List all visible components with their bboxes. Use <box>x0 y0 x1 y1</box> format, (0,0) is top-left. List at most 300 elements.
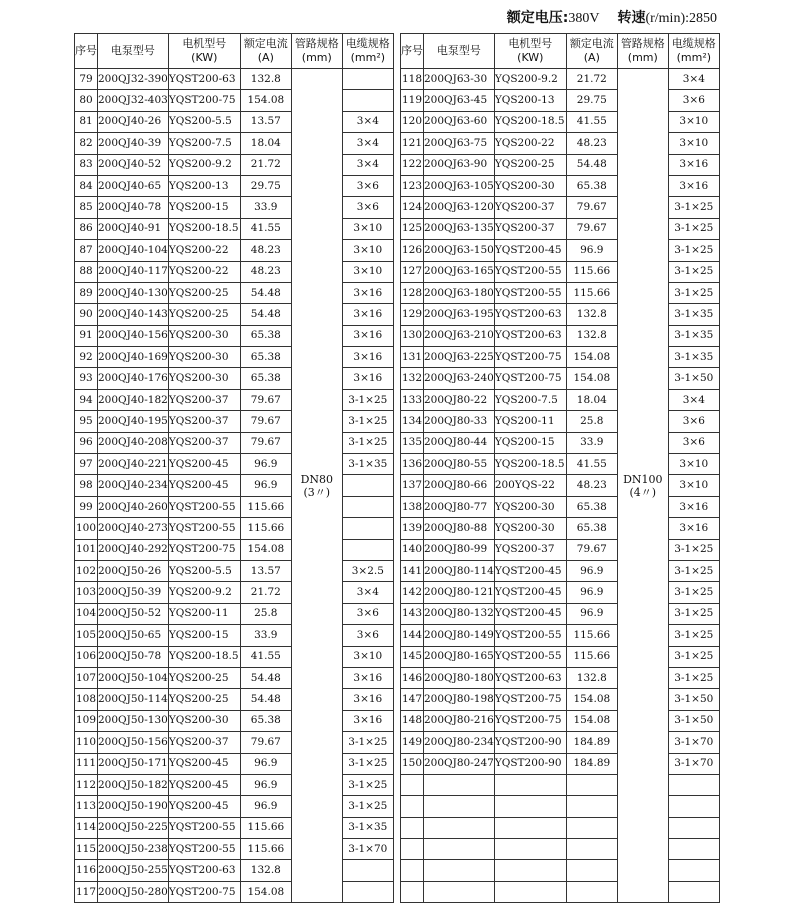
table-row <box>401 839 720 860</box>
table-row <box>75 710 394 731</box>
rated-current: 96.9 <box>240 753 291 774</box>
col-no-header: 序号 <box>401 34 424 69</box>
table-row <box>75 582 394 603</box>
table-row <box>75 732 394 753</box>
table-row <box>75 454 394 475</box>
pipe-size-inch: (4〃) <box>629 485 657 499</box>
cable-spec: 3-1×50 <box>668 689 719 710</box>
cable-spec <box>668 881 719 902</box>
pump-model: 200QJ50-26 <box>98 560 169 581</box>
table-row <box>401 197 720 218</box>
rated-current <box>566 817 617 838</box>
motor-model: YQS200-18.5 <box>168 646 240 667</box>
pump-model: 200QJ63-150 <box>424 240 495 261</box>
table-row <box>75 325 394 346</box>
rated-current: 33.9 <box>240 625 291 646</box>
col-cable-header: 电缆规格 (mm²) <box>342 34 393 69</box>
row-number: 149 <box>401 732 424 753</box>
row-number <box>401 796 424 817</box>
table-row <box>75 646 394 667</box>
rated-current: 79.67 <box>240 389 291 410</box>
rated-current: 54.48 <box>240 689 291 710</box>
rated-current: 65.38 <box>240 347 291 368</box>
cable-spec: 3-1×25 <box>668 560 719 581</box>
rated-current: 54.48 <box>240 282 291 303</box>
motor-model: YQST200-45 <box>494 560 566 581</box>
table-row <box>75 304 394 325</box>
motor-model: YQS200-22 <box>168 240 240 261</box>
table-row <box>75 689 394 710</box>
table-row <box>75 133 394 154</box>
pump-model: 200QJ63-225 <box>424 347 495 368</box>
rated-current: 115.66 <box>240 839 291 860</box>
motor-model: 200YQS-22 <box>494 475 566 496</box>
cable-spec: 3-1×25 <box>342 753 393 774</box>
rated-current: 115.66 <box>566 646 617 667</box>
cable-spec <box>668 860 719 881</box>
rated-current: 96.9 <box>240 774 291 795</box>
pump-model: 200QJ40-195 <box>98 411 169 432</box>
pump-model: 200QJ63-90 <box>424 154 495 175</box>
motor-model: YQS200-25 <box>168 304 240 325</box>
table-row <box>401 753 720 774</box>
row-number <box>401 860 424 881</box>
table-row <box>401 860 720 881</box>
cable-spec: 3×16 <box>342 710 393 731</box>
table-row <box>75 753 394 774</box>
cable-spec: 3×6 <box>342 603 393 624</box>
rated-current: 132.8 <box>240 860 291 881</box>
table-row <box>75 496 394 517</box>
cable-spec: 3-1×25 <box>668 625 719 646</box>
table-row <box>75 389 394 410</box>
pump-model: 200QJ40-176 <box>98 368 169 389</box>
table-row <box>401 817 720 838</box>
pump-model: 200QJ80-132 <box>424 603 495 624</box>
rated-current: 33.9 <box>240 197 291 218</box>
row-number: 82 <box>75 133 98 154</box>
row-number: 89 <box>75 282 98 303</box>
motor-model <box>494 817 566 838</box>
cable-spec <box>668 796 719 817</box>
rated-current: 33.9 <box>566 432 617 453</box>
rated-current: 115.66 <box>566 625 617 646</box>
row-number: 134 <box>401 411 424 432</box>
row-number: 114 <box>75 817 98 838</box>
pump-model: 200QJ50-104 <box>98 667 169 688</box>
motor-model <box>494 881 566 902</box>
table-row <box>75 154 394 175</box>
motor-model: YQS200-15 <box>168 625 240 646</box>
rated-current: 79.67 <box>566 539 617 560</box>
row-number: 129 <box>401 304 424 325</box>
row-number: 85 <box>75 197 98 218</box>
spec-table-right <box>400 33 720 903</box>
table-row <box>75 282 394 303</box>
motor-model: YQST200-45 <box>494 582 566 603</box>
pump-model: 200QJ40-182 <box>98 389 169 410</box>
motor-model: YQST200-63 <box>494 667 566 688</box>
pipe-spec <box>291 69 342 903</box>
col-pipe-header: 管路规格 (mm) <box>617 34 668 69</box>
table-row <box>401 368 720 389</box>
rated-current: 96.9 <box>240 796 291 817</box>
table-row <box>75 839 394 860</box>
row-number: 136 <box>401 454 424 475</box>
motor-model: YQST200-55 <box>494 261 566 282</box>
pump-model: 200QJ50-238 <box>98 839 169 860</box>
table-row <box>401 625 720 646</box>
motor-model: YQST200-63 <box>168 69 240 90</box>
table-row <box>401 774 720 795</box>
table-row <box>401 646 720 667</box>
row-number: 148 <box>401 710 424 731</box>
pump-model: 200QJ50-255 <box>98 860 169 881</box>
pump-model: 200QJ50-114 <box>98 689 169 710</box>
motor-model: YQS200-9.2 <box>168 154 240 175</box>
rated-current: 96.9 <box>566 582 617 603</box>
motor-model: YQS200-7.5 <box>168 133 240 154</box>
rated-current: 154.08 <box>566 689 617 710</box>
rated-current: 96.9 <box>566 240 617 261</box>
row-number: 120 <box>401 111 424 132</box>
row-number: 102 <box>75 560 98 581</box>
motor-model: YQST200-55 <box>494 282 566 303</box>
table-row <box>75 796 394 817</box>
motor-model: YQS200-13 <box>168 175 240 196</box>
cable-spec <box>342 860 393 881</box>
table-row <box>401 90 720 111</box>
row-number: 119 <box>401 90 424 111</box>
table-row <box>75 111 394 132</box>
pump-model: 200QJ40-65 <box>98 175 169 196</box>
motor-model: YQS200-37 <box>168 432 240 453</box>
cable-spec: 3×10 <box>342 218 393 239</box>
table-row <box>75 625 394 646</box>
row-number: 139 <box>401 518 424 539</box>
pump-model: 200QJ80-149 <box>424 625 495 646</box>
table-row <box>401 582 720 603</box>
table-row <box>75 411 394 432</box>
motor-model: YQST200-55 <box>168 839 240 860</box>
table-row <box>401 111 720 132</box>
rated-current: 54.48 <box>240 667 291 688</box>
table-row <box>401 69 720 90</box>
pump-model: 200QJ63-75 <box>424 133 495 154</box>
motor-model: YQS200-13 <box>494 90 566 111</box>
pump-model: 200QJ40-130 <box>98 282 169 303</box>
rated-current: 115.66 <box>240 496 291 517</box>
table-row <box>75 881 394 902</box>
cable-spec: 3×4 <box>668 389 719 410</box>
table-row <box>75 603 394 624</box>
rated-current: 79.67 <box>566 218 617 239</box>
rated-current: 48.23 <box>240 261 291 282</box>
table-row <box>401 689 720 710</box>
row-number: 122 <box>401 154 424 175</box>
motor-model: YQS200-45 <box>168 753 240 774</box>
cable-spec <box>342 475 393 496</box>
col-motor-header: 电机型号 (KW) <box>494 34 566 69</box>
pump-model: 200QJ80-198 <box>424 689 495 710</box>
speed-value: (r/min):2850 <box>645 11 717 26</box>
row-number: 110 <box>75 732 98 753</box>
motor-model: YQS200-25 <box>168 689 240 710</box>
pump-model: 200QJ40-52 <box>98 154 169 175</box>
rated-current: 65.38 <box>566 518 617 539</box>
row-number: 131 <box>401 347 424 368</box>
table-row <box>401 454 720 475</box>
rated-current: 65.38 <box>240 710 291 731</box>
cable-spec <box>342 496 393 517</box>
rated-current: 21.72 <box>240 582 291 603</box>
cable-spec: 3×16 <box>668 496 719 517</box>
col-cable-header: 电缆规格 (mm²) <box>668 34 719 69</box>
row-number <box>401 817 424 838</box>
pump-model: 200QJ63-180 <box>424 282 495 303</box>
table-row <box>75 560 394 581</box>
cable-spec: 3-1×50 <box>668 710 719 731</box>
table-row <box>401 133 720 154</box>
table-row <box>401 240 720 261</box>
row-number: 112 <box>75 774 98 795</box>
pump-model: 200QJ40-208 <box>98 432 169 453</box>
rated-current: 115.66 <box>240 817 291 838</box>
row-number: 92 <box>75 347 98 368</box>
cable-spec <box>668 817 719 838</box>
row-number: 83 <box>75 154 98 175</box>
rated-current: 18.04 <box>566 389 617 410</box>
motor-model <box>494 839 566 860</box>
row-number: 107 <box>75 667 98 688</box>
pump-model: 200QJ63-60 <box>424 111 495 132</box>
pump-model: 200QJ40-156 <box>98 325 169 346</box>
table-row <box>401 710 720 731</box>
row-number: 118 <box>401 69 424 90</box>
cable-spec: 3-1×35 <box>342 817 393 838</box>
rated-current: 13.57 <box>240 560 291 581</box>
cable-spec: 3-1×50 <box>668 368 719 389</box>
cable-spec: 3×10 <box>342 261 393 282</box>
motor-model: YQS200-45 <box>168 774 240 795</box>
pipe-size-inch: (3〃) <box>303 485 331 499</box>
table-row <box>401 732 720 753</box>
pump-model: 200QJ80-77 <box>424 496 495 517</box>
rated-current: 41.55 <box>566 111 617 132</box>
motor-model: YQS200-30 <box>494 496 566 517</box>
row-number: 124 <box>401 197 424 218</box>
pump-model: 200QJ50-190 <box>98 796 169 817</box>
cable-spec: 3×6 <box>342 197 393 218</box>
pump-model: 200QJ40-91 <box>98 218 169 239</box>
cable-spec <box>668 774 719 795</box>
table-row <box>401 218 720 239</box>
rated-current: 79.67 <box>240 411 291 432</box>
motor-model: YQS200-45 <box>168 796 240 817</box>
rated-current: 115.66 <box>566 261 617 282</box>
table-row <box>401 154 720 175</box>
cable-spec: 3-1×35 <box>668 304 719 325</box>
cable-spec: 3-1×25 <box>668 218 719 239</box>
pump-model: 200QJ50-182 <box>98 774 169 795</box>
pump-model: 200QJ40-292 <box>98 539 169 560</box>
pump-model: 200QJ40-39 <box>98 133 169 154</box>
col-pump-header: 电泵型号 <box>424 34 495 69</box>
row-number: 100 <box>75 518 98 539</box>
cable-spec: 3×4 <box>342 582 393 603</box>
table-row <box>75 240 394 261</box>
motor-model: YQS200-15 <box>168 197 240 218</box>
rated-current: 54.48 <box>240 304 291 325</box>
rated-current: 154.08 <box>240 881 291 902</box>
table-header-row <box>401 34 720 69</box>
row-number: 135 <box>401 432 424 453</box>
col-no-header: 序号 <box>75 34 98 69</box>
pump-model: 200QJ80-114 <box>424 560 495 581</box>
rated-current: 29.75 <box>240 175 291 196</box>
row-number: 104 <box>75 603 98 624</box>
table-row <box>401 175 720 196</box>
motor-model: YQST200-75 <box>494 347 566 368</box>
cable-spec: 3-1×35 <box>668 325 719 346</box>
motor-model: YQST200-75 <box>494 710 566 731</box>
cable-spec: 3×16 <box>342 325 393 346</box>
cable-spec: 3-1×25 <box>668 261 719 282</box>
cable-spec: 3×10 <box>668 133 719 154</box>
rated-current: 154.08 <box>566 368 617 389</box>
cable-spec: 3×2.5 <box>342 560 393 581</box>
rated-current: 29.75 <box>566 90 617 111</box>
row-number: 123 <box>401 175 424 196</box>
row-number: 91 <box>75 325 98 346</box>
rated-current: 18.04 <box>240 133 291 154</box>
cable-spec <box>342 518 393 539</box>
row-number: 150 <box>401 753 424 774</box>
rated-current: 115.66 <box>240 518 291 539</box>
cable-spec: 3×10 <box>342 646 393 667</box>
table-row <box>401 432 720 453</box>
pump-model <box>424 881 495 902</box>
cable-spec: 3-1×25 <box>668 646 719 667</box>
voltage-value: 380V <box>568 11 600 26</box>
motor-model: YQS200-37 <box>168 411 240 432</box>
table-row <box>75 261 394 282</box>
cable-spec: 3-1×25 <box>342 774 393 795</box>
cable-spec: 3-1×25 <box>342 732 393 753</box>
cable-spec: 3×16 <box>668 518 719 539</box>
cable-spec: 3×6 <box>668 432 719 453</box>
rated-current <box>566 860 617 881</box>
pump-model: 200QJ80-33 <box>424 411 495 432</box>
pump-model: 200QJ80-180 <box>424 667 495 688</box>
row-number: 101 <box>75 539 98 560</box>
motor-model: YQS200-25 <box>494 154 566 175</box>
cable-spec <box>342 881 393 902</box>
rated-current: 154.08 <box>566 347 617 368</box>
pump-model: 200QJ40-221 <box>98 454 169 475</box>
rated-current: 65.38 <box>566 496 617 517</box>
cable-spec: 3-1×25 <box>668 197 719 218</box>
rated-current <box>566 839 617 860</box>
cable-spec <box>342 69 393 90</box>
table-row <box>401 496 720 517</box>
cable-spec: 3×16 <box>342 368 393 389</box>
pump-model: 200QJ50-39 <box>98 582 169 603</box>
row-number: 137 <box>401 475 424 496</box>
table-row <box>401 881 720 902</box>
table-row <box>401 325 720 346</box>
cable-spec: 3×16 <box>342 667 393 688</box>
motor-model: YQS200-45 <box>168 475 240 496</box>
rated-current <box>566 796 617 817</box>
cable-spec <box>342 539 393 560</box>
cable-spec: 3-1×70 <box>668 732 719 753</box>
pump-model: 200QJ63-30 <box>424 69 495 90</box>
motor-model: YQST200-55 <box>168 518 240 539</box>
motor-model: YQS200-37 <box>494 218 566 239</box>
cable-spec: 3×4 <box>342 133 393 154</box>
row-number: 87 <box>75 240 98 261</box>
pump-model: 200QJ50-130 <box>98 710 169 731</box>
pump-model: 200QJ50-156 <box>98 732 169 753</box>
pump-model: 200QJ63-165 <box>424 261 495 282</box>
row-number: 143 <box>401 603 424 624</box>
row-number: 90 <box>75 304 98 325</box>
speed-label: 转速 <box>617 10 646 26</box>
motor-model: YQST200-55 <box>494 646 566 667</box>
pump-model: 200QJ32-403 <box>98 90 169 111</box>
table-row <box>401 475 720 496</box>
motor-model: YQS200-30 <box>168 368 240 389</box>
pump-model: 200QJ80-121 <box>424 582 495 603</box>
table-row <box>401 389 720 410</box>
pump-model: 200QJ80-88 <box>424 518 495 539</box>
row-number: 133 <box>401 389 424 410</box>
row-number: 96 <box>75 432 98 453</box>
table-row <box>75 667 394 688</box>
pump-model: 200QJ50-52 <box>98 603 169 624</box>
rated-current: 79.67 <box>240 732 291 753</box>
pump-model: 200QJ63-195 <box>424 304 495 325</box>
row-number: 79 <box>75 69 98 90</box>
cable-spec: 3×10 <box>668 454 719 475</box>
row-number: 138 <box>401 496 424 517</box>
col-current-header: 额定电流 (A) <box>240 34 291 69</box>
pump-model <box>424 817 495 838</box>
cable-spec: 3-1×25 <box>342 411 393 432</box>
cable-spec: 3-1×25 <box>668 539 719 560</box>
table-row <box>401 560 720 581</box>
row-number: 80 <box>75 90 98 111</box>
cable-spec: 3-1×70 <box>668 753 719 774</box>
rated-current: 48.23 <box>566 133 617 154</box>
row-number: 97 <box>75 454 98 475</box>
table-row <box>401 304 720 325</box>
row-number: 95 <box>75 411 98 432</box>
motor-model: YQS200-25 <box>168 667 240 688</box>
motor-model: YQS200-9.2 <box>168 582 240 603</box>
row-number: 103 <box>75 582 98 603</box>
cable-spec: 3×4 <box>342 111 393 132</box>
cable-spec: 3-1×35 <box>668 347 719 368</box>
cable-spec: 3-1×25 <box>342 432 393 453</box>
rated-current: 154.08 <box>240 90 291 111</box>
pump-model: 200QJ63-210 <box>424 325 495 346</box>
table-row <box>75 518 394 539</box>
table-row <box>75 432 394 453</box>
cable-spec: 3×6 <box>342 625 393 646</box>
table-row <box>401 518 720 539</box>
